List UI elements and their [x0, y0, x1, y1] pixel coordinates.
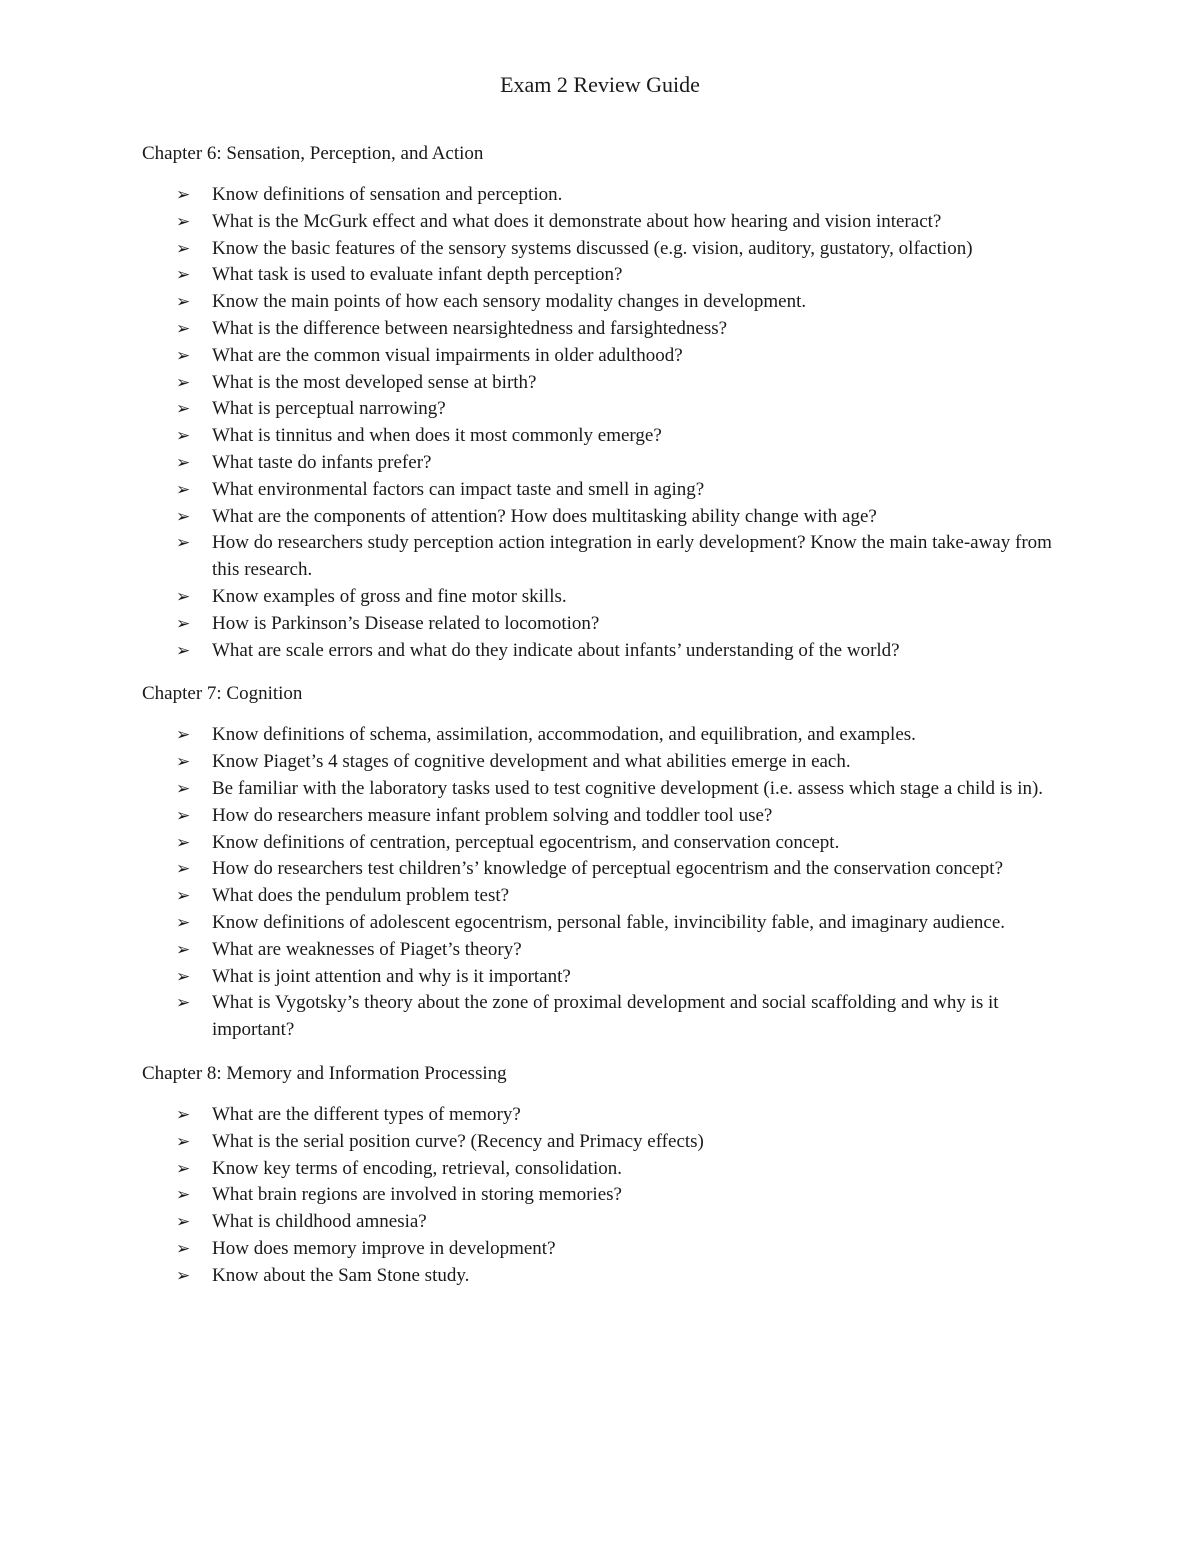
- list-item-text: What is the McGurk effect and what does it demonstrate about how hearing and vision interact?: [212, 210, 942, 232]
- list-item-text: What is childhood amnesia?: [212, 1211, 427, 1233]
- list-item-text: How do researchers test children’s’ knowledge of perceptual egocentrism and the conservation concept?: [212, 858, 1004, 880]
- arrowhead-bullet-icon: ➢: [176, 185, 191, 205]
- chapter-heading: Chapter 8: Memory and Information Processing: [142, 1062, 507, 1084]
- arrowhead-bullet-icon: ➢: [176, 345, 191, 366]
- list-item: [142, 450, 1062, 477]
- list-item: [142, 584, 1062, 611]
- arrowhead-bullet-icon: ➢: [176, 832, 191, 853]
- list-item: [142, 1129, 1062, 1156]
- list-item: [142, 209, 1062, 236]
- list-item-text: Know key terms of encoding, retrieval, consolidation.: [212, 1157, 622, 1179]
- arrowhead-bullet-icon: ➢: [176, 1212, 191, 1233]
- arrowhead-bullet-icon: ➢: [176, 939, 191, 960]
- list-item-text: Know definitions of schema, assimilation, accommodation, and equilibration, and examples.: [212, 724, 916, 746]
- arrowhead-bullet-icon: ➢: [176, 506, 191, 527]
- list-item-text: What is the most developed sense at birth?: [212, 371, 537, 393]
- list-item: [142, 477, 1062, 504]
- arrowhead-bullet-icon: ➢: [176, 426, 191, 447]
- chapter-heading: Chapter 6: Sensation, Perception, and Action: [142, 143, 484, 164]
- arrowhead-bullet-icon: ➢: [176, 479, 191, 500]
- list-item: [142, 504, 1062, 531]
- list-item-text: What taste do infants prefer?: [212, 451, 432, 473]
- list-item-text: What are weaknesses of Piaget’s theory?: [212, 938, 522, 960]
- arrowhead-bullet-icon: ➢: [176, 399, 191, 420]
- page-title: Exam 2 Review Guide: [500, 72, 700, 97]
- list-item-text: What is the difference between nearsightedness and farsightedness?: [212, 317, 728, 339]
- document-body: [142, 140, 1062, 1305]
- question-list: [142, 1102, 1062, 1290]
- arrowhead-bullet-icon: ➢: [176, 859, 191, 880]
- list-item-text: What is Vygotsky’s theory about the zone of proximal development and social scaffolding and why is it important?: [212, 992, 999, 1041]
- arrowhead-bullet-icon: ➢: [176, 778, 191, 799]
- list-item: [142, 289, 1062, 316]
- list-item-text: Know the main points of how each sensory modality changes in development.: [212, 291, 807, 313]
- list-item: [142, 182, 1062, 209]
- list-item: [142, 1236, 1062, 1263]
- chapter-section: [142, 1060, 1062, 1290]
- list-item-text: What task is used to evaluate infant depth perception?: [212, 264, 623, 286]
- question-list: [142, 722, 1062, 1044]
- list-item-text: What is joint attention and why is it important?: [212, 965, 571, 987]
- chapter-section: [142, 140, 1062, 664]
- list-item: [142, 343, 1062, 370]
- arrowhead-bullet-icon: ➢: [176, 1158, 191, 1179]
- list-item: [142, 883, 1062, 910]
- list-item-text: What are the components of attention? How does multitasking ability change with age?: [212, 505, 877, 527]
- list-item: [142, 1182, 1062, 1209]
- arrowhead-bullet-icon: ➢: [176, 966, 191, 987]
- arrowhead-bullet-icon: ➢: [176, 1185, 191, 1206]
- arrowhead-bullet-icon: ➢: [176, 318, 191, 339]
- list-item: [142, 749, 1062, 776]
- arrowhead-bullet-icon: ➢: [176, 993, 191, 1014]
- list-item-text: What is the serial position curve? (Recency and Primacy effects): [212, 1130, 704, 1152]
- list-item-text: Know definitions of adolescent egocentrism, personal fable, invincibility fable, and imaginary audience.: [212, 911, 1005, 933]
- list-item: [142, 803, 1062, 830]
- list-item-text: What brain regions are involved in storing memories?: [212, 1184, 622, 1206]
- arrowhead-bullet-icon: ➢: [176, 886, 191, 907]
- arrowhead-bullet-icon: ➢: [176, 1131, 191, 1152]
- question-list: [142, 182, 1062, 664]
- arrowhead-bullet-icon: ➢: [176, 805, 191, 826]
- list-item-text: Know examples of gross and fine motor skills.: [212, 585, 567, 607]
- list-item-text: How does memory improve in development?: [212, 1237, 556, 1259]
- list-item: [142, 530, 1062, 584]
- arrowhead-bullet-icon: ➢: [176, 452, 191, 473]
- list-item-text: Know the basic features of the sensory systems discussed (e.g. vision, auditory, gustatory, olfaction): [212, 237, 973, 259]
- arrowhead-bullet-icon: ➢: [176, 292, 191, 313]
- list-item-text: Be familiar with the laboratory tasks used to test cognitive development (i.e. assess which stage a child is in).: [212, 777, 1044, 799]
- list-item: [142, 1156, 1062, 1183]
- list-item-text: Know definitions of sensation and perception.: [212, 184, 563, 205]
- list-item-text: Know Piaget’s 4 stages of cognitive development and what abilities emerge in each.: [212, 751, 851, 773]
- arrowhead-bullet-icon: ➢: [176, 912, 191, 933]
- list-item-text: What does the pendulum problem test?: [212, 885, 510, 907]
- arrowhead-bullet-icon: ➢: [176, 211, 191, 232]
- list-item: [142, 1263, 1062, 1290]
- list-item-text: What are the common visual impairments in older adulthood?: [212, 344, 683, 366]
- chapter-section: [142, 680, 1062, 1044]
- list-item: [142, 423, 1062, 450]
- arrowhead-bullet-icon: ➢: [176, 238, 191, 259]
- list-item-text: How is Parkinson’s Disease related to locomotion?: [212, 612, 600, 634]
- list-item: [142, 262, 1062, 289]
- list-item: [142, 722, 1062, 749]
- list-item: [142, 316, 1062, 343]
- arrowhead-bullet-icon: ➢: [176, 586, 191, 607]
- list-item-text: What is perceptual narrowing?: [212, 398, 446, 420]
- list-item: [142, 937, 1062, 964]
- list-item: [142, 830, 1062, 857]
- list-item-text: How do researchers measure infant problem solving and toddler tool use?: [212, 804, 773, 826]
- arrowhead-bullet-icon: ➢: [176, 533, 191, 554]
- list-item-text: Know definitions of centration, perceptual egocentrism, and conservation concept.: [212, 831, 840, 853]
- list-item: [142, 370, 1062, 397]
- list-item: [142, 776, 1062, 803]
- arrowhead-bullet-icon: ➢: [176, 613, 191, 634]
- list-item: [142, 910, 1062, 937]
- arrowhead-bullet-icon: ➢: [176, 265, 191, 286]
- list-item-text: How do researchers study perception action integration in early development? Know the main take-away from this research.: [212, 532, 1052, 581]
- arrowhead-bullet-icon: ➢: [176, 1265, 191, 1286]
- arrowhead-bullet-icon: ➢: [176, 1238, 191, 1259]
- arrowhead-bullet-icon: ➢: [176, 1104, 191, 1125]
- list-item-text: Know about the Sam Stone study.: [212, 1264, 470, 1286]
- arrowhead-bullet-icon: ➢: [176, 372, 191, 393]
- list-item-text: What are scale errors and what do they indicate about infants’ understanding of the world?: [212, 639, 900, 661]
- list-item: [142, 396, 1062, 423]
- list-item: [142, 1102, 1062, 1129]
- list-item: [142, 638, 1062, 665]
- arrowhead-bullet-icon: ➢: [176, 640, 191, 661]
- list-item-text: What environmental factors can impact taste and smell in aging?: [212, 478, 705, 500]
- list-item: [142, 611, 1062, 638]
- list-item: [142, 964, 1062, 991]
- list-item: [142, 1209, 1062, 1236]
- list-item: [142, 236, 1062, 263]
- list-item-text: What is tinnitus and when does it most commonly emerge?: [212, 425, 662, 447]
- chapter-heading: Chapter 7: Cognition: [142, 683, 303, 705]
- list-item: [142, 990, 1062, 1044]
- list-item: [142, 856, 1062, 883]
- list-item-text: What are the different types of memory?: [212, 1103, 521, 1125]
- arrowhead-bullet-icon: ➢: [176, 752, 191, 773]
- arrowhead-bullet-icon: ➢: [176, 725, 191, 746]
